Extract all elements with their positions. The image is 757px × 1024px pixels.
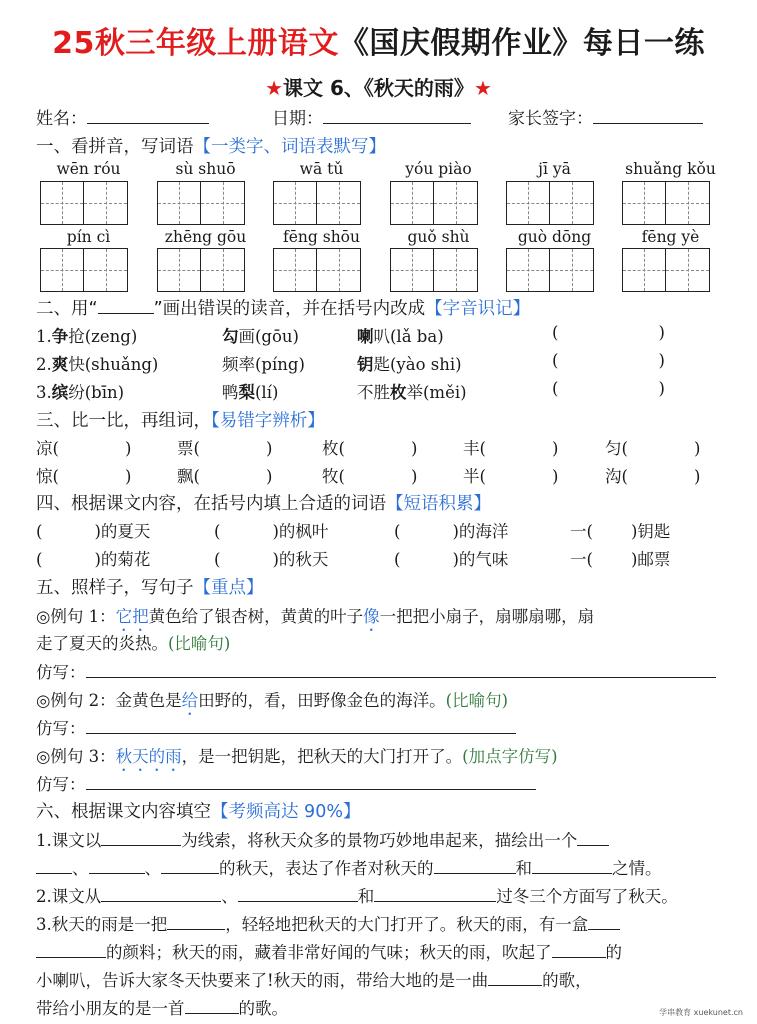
writing-box[interactable] — [622, 181, 666, 225]
pinyin-label: pín cì — [66, 228, 111, 246]
writing-box[interactable] — [666, 248, 710, 292]
phrase-item[interactable]: ( )的气味 — [394, 550, 509, 569]
fill-line-4: 3.秋天的雨是一把 ，轻轻地把秋天的大门打开了。秋天的雨，有一盒 — [36, 911, 620, 935]
compare-item[interactable]: 匀( ) — [605, 439, 701, 458]
writing-box[interactable] — [622, 248, 666, 292]
writing-box[interactable] — [506, 248, 550, 292]
section-6-heading: 六、根据课文内容填空【考频高达 90%】 — [36, 802, 361, 822]
writing-box[interactable] — [550, 181, 594, 225]
writing-box-pair[interactable] — [390, 248, 478, 292]
writing-box[interactable] — [84, 181, 128, 225]
pronunciation-item: 喇叭(lǎ ba) — [357, 327, 444, 346]
imitate-line-3[interactable]: 仿写： — [36, 771, 536, 795]
pinyin-label: zhēng gōu — [164, 228, 247, 246]
writing-box[interactable] — [201, 248, 245, 292]
section-5-heading: 五、照样子，写句子【重点】 — [36, 578, 264, 598]
phrase-item[interactable]: 一( )邮票 — [570, 550, 671, 569]
writing-box[interactable] — [390, 181, 434, 225]
writing-box[interactable] — [201, 181, 245, 225]
pinyin-label: jī yā — [538, 160, 571, 178]
compare-item[interactable]: 半( ) — [463, 467, 559, 486]
answer-paren[interactable]: ( ) — [552, 379, 665, 398]
fill-line-1: 1.课文以 为线索，将秋天众多的景物巧妙地串起来，描绘出一个 — [36, 827, 609, 851]
section-2-heading: 二、用“ ”画出错误的读音，并在括号内改成【字音识记】 — [36, 299, 531, 319]
pronunciation-item: 频率(píng) — [222, 355, 305, 374]
pinyin-label: wēn róu — [56, 160, 121, 178]
writing-box[interactable] — [317, 248, 361, 292]
writing-box-pair[interactable] — [622, 181, 710, 225]
writing-box[interactable] — [40, 248, 84, 292]
pinyin-label: yóu piào — [405, 160, 472, 178]
writing-box-pair[interactable] — [157, 181, 245, 225]
watermark: 学串教育 xuekunet.cn — [659, 1008, 743, 1017]
example-2: ◎例句 2：金黄色是给田野的，看，田野像金色的海洋。(比喻句) — [36, 691, 509, 710]
writing-box[interactable] — [317, 181, 361, 225]
writing-box-pair[interactable] — [273, 181, 361, 225]
writing-box-pair[interactable] — [273, 248, 361, 292]
pinyin-label: wā tǔ — [299, 160, 344, 178]
star-icon: ★ — [473, 76, 492, 100]
pinyin-label: guò dōng — [517, 228, 592, 246]
fill-line-5: 的颜料；秋天的雨，藏着非常好闻的气味；秋天的雨，吹起了 的 — [36, 939, 622, 963]
fill-line-2: 、 、 的秋天，表达了作者对秋天的 和 之情。 — [36, 855, 662, 879]
answer-paren[interactable]: ( ) — [552, 323, 665, 342]
writing-box[interactable] — [157, 181, 201, 225]
compare-item[interactable]: 飘( ) — [177, 467, 273, 486]
writing-box-pair[interactable] — [390, 181, 478, 225]
fill-line-6: 小喇叭，告诉大家冬天快要来了!秋天的雨，带给大地的是一曲 的歌， — [36, 971, 592, 990]
parent-signature-field[interactable]: 家长签字： — [508, 104, 703, 129]
pronunciation-row-3: 3.缤纷(bīn) — [36, 383, 125, 402]
writing-box-pair[interactable] — [157, 248, 245, 292]
phrase-item[interactable]: ( )的菊花 — [36, 550, 151, 569]
writing-box[interactable] — [666, 181, 710, 225]
date-field[interactable]: 日期： — [272, 104, 471, 129]
writing-box[interactable] — [434, 181, 478, 225]
writing-box[interactable] — [40, 181, 84, 225]
writing-box-pair[interactable] — [622, 248, 710, 292]
writing-box[interactable] — [84, 248, 128, 292]
example-1: ◎例句 1：它把黄色给了银杏树，黄黄的叶子像一把把小扇子，扇哪扇哪，扇 — [36, 607, 595, 626]
phrase-item[interactable]: ( )的海洋 — [394, 522, 509, 541]
pronunciation-item: 勾画(gōu) — [222, 327, 299, 346]
writing-box-pair[interactable] — [506, 248, 594, 292]
phrase-item[interactable]: ( )的秋天 — [214, 550, 329, 569]
writing-box[interactable] — [390, 248, 434, 292]
pinyin-label: guǒ shù — [407, 228, 470, 246]
writing-box[interactable] — [434, 248, 478, 292]
star-icon: ★ — [265, 76, 284, 100]
pinyin-label: shuǎng kǒu — [625, 160, 716, 178]
phrase-item[interactable]: 一( )钥匙 — [570, 522, 671, 541]
writing-box[interactable] — [550, 248, 594, 292]
fill-line-3: 2.课文从 、 和 过冬三个方面写了秋天。 — [36, 887, 678, 906]
pinyin-label: sù shuō — [175, 160, 236, 178]
pronunciation-item: 鸭梨(lí) — [222, 383, 279, 402]
phrase-item[interactable]: ( )的夏天 — [36, 522, 151, 541]
compare-item[interactable]: 凉( ) — [36, 439, 132, 458]
pinyin-label: fēng yè — [641, 228, 700, 246]
pronunciation-item: 钥匙(yào shi) — [357, 355, 462, 374]
writing-box[interactable] — [506, 181, 550, 225]
name-field[interactable]: 姓名： — [36, 104, 209, 129]
compare-item[interactable]: 丰( ) — [463, 439, 559, 458]
fill-line-7: 带给小朋友的是一首 的歌。 — [36, 999, 288, 1018]
writing-box-pair[interactable] — [506, 181, 594, 225]
pronunciation-row-2: 2.爽快(shuǎng) — [36, 355, 159, 374]
example-3: ◎例句 3：秋天的雨，是一把钥匙，把秋天的大门打开了。(加点字仿写) — [36, 747, 558, 766]
writing-box[interactable] — [273, 248, 317, 292]
compare-item[interactable]: 沟( ) — [605, 467, 701, 486]
writing-box-pair[interactable] — [40, 181, 128, 225]
pronunciation-item: 不胜枚举(měi) — [357, 383, 467, 402]
compare-item[interactable]: 牧( ) — [322, 467, 418, 486]
compare-item[interactable]: 枚( ) — [322, 439, 418, 458]
lesson-subtitle: ★课文 6、《秋天的雨》★ — [265, 76, 492, 100]
pinyin-label: fēng shōu — [283, 228, 360, 246]
writing-box[interactable] — [157, 248, 201, 292]
answer-paren[interactable]: ( ) — [552, 351, 665, 370]
compare-item[interactable]: 惊( ) — [36, 467, 132, 486]
imitate-line-2[interactable]: 仿写： — [36, 715, 516, 739]
page-title: 25秋三年级上册语文《国庆假期作业》每日一练 — [52, 26, 705, 61]
pronunciation-row-1: 1.争抢(zeng) — [36, 327, 138, 346]
imitate-line-1[interactable]: 仿写： — [36, 659, 716, 683]
writing-box-pair[interactable] — [40, 248, 128, 292]
section-4-heading: 四、根据课文内容，在括号内填上合适的词语【短语积累】 — [36, 494, 491, 514]
phrase-item[interactable]: ( )的枫叶 — [214, 522, 329, 541]
section-3-heading: 三、比一比，再组词，【易错字辨析】 — [36, 411, 325, 431]
writing-box[interactable] — [273, 181, 317, 225]
section-1-heading: 一、看拼音，写词语【一类字、词语表默写】 — [36, 137, 386, 157]
compare-item[interactable]: 票( ) — [177, 439, 273, 458]
example-1-line2: 走了夏天的炎热。(比喻句) — [36, 634, 231, 653]
